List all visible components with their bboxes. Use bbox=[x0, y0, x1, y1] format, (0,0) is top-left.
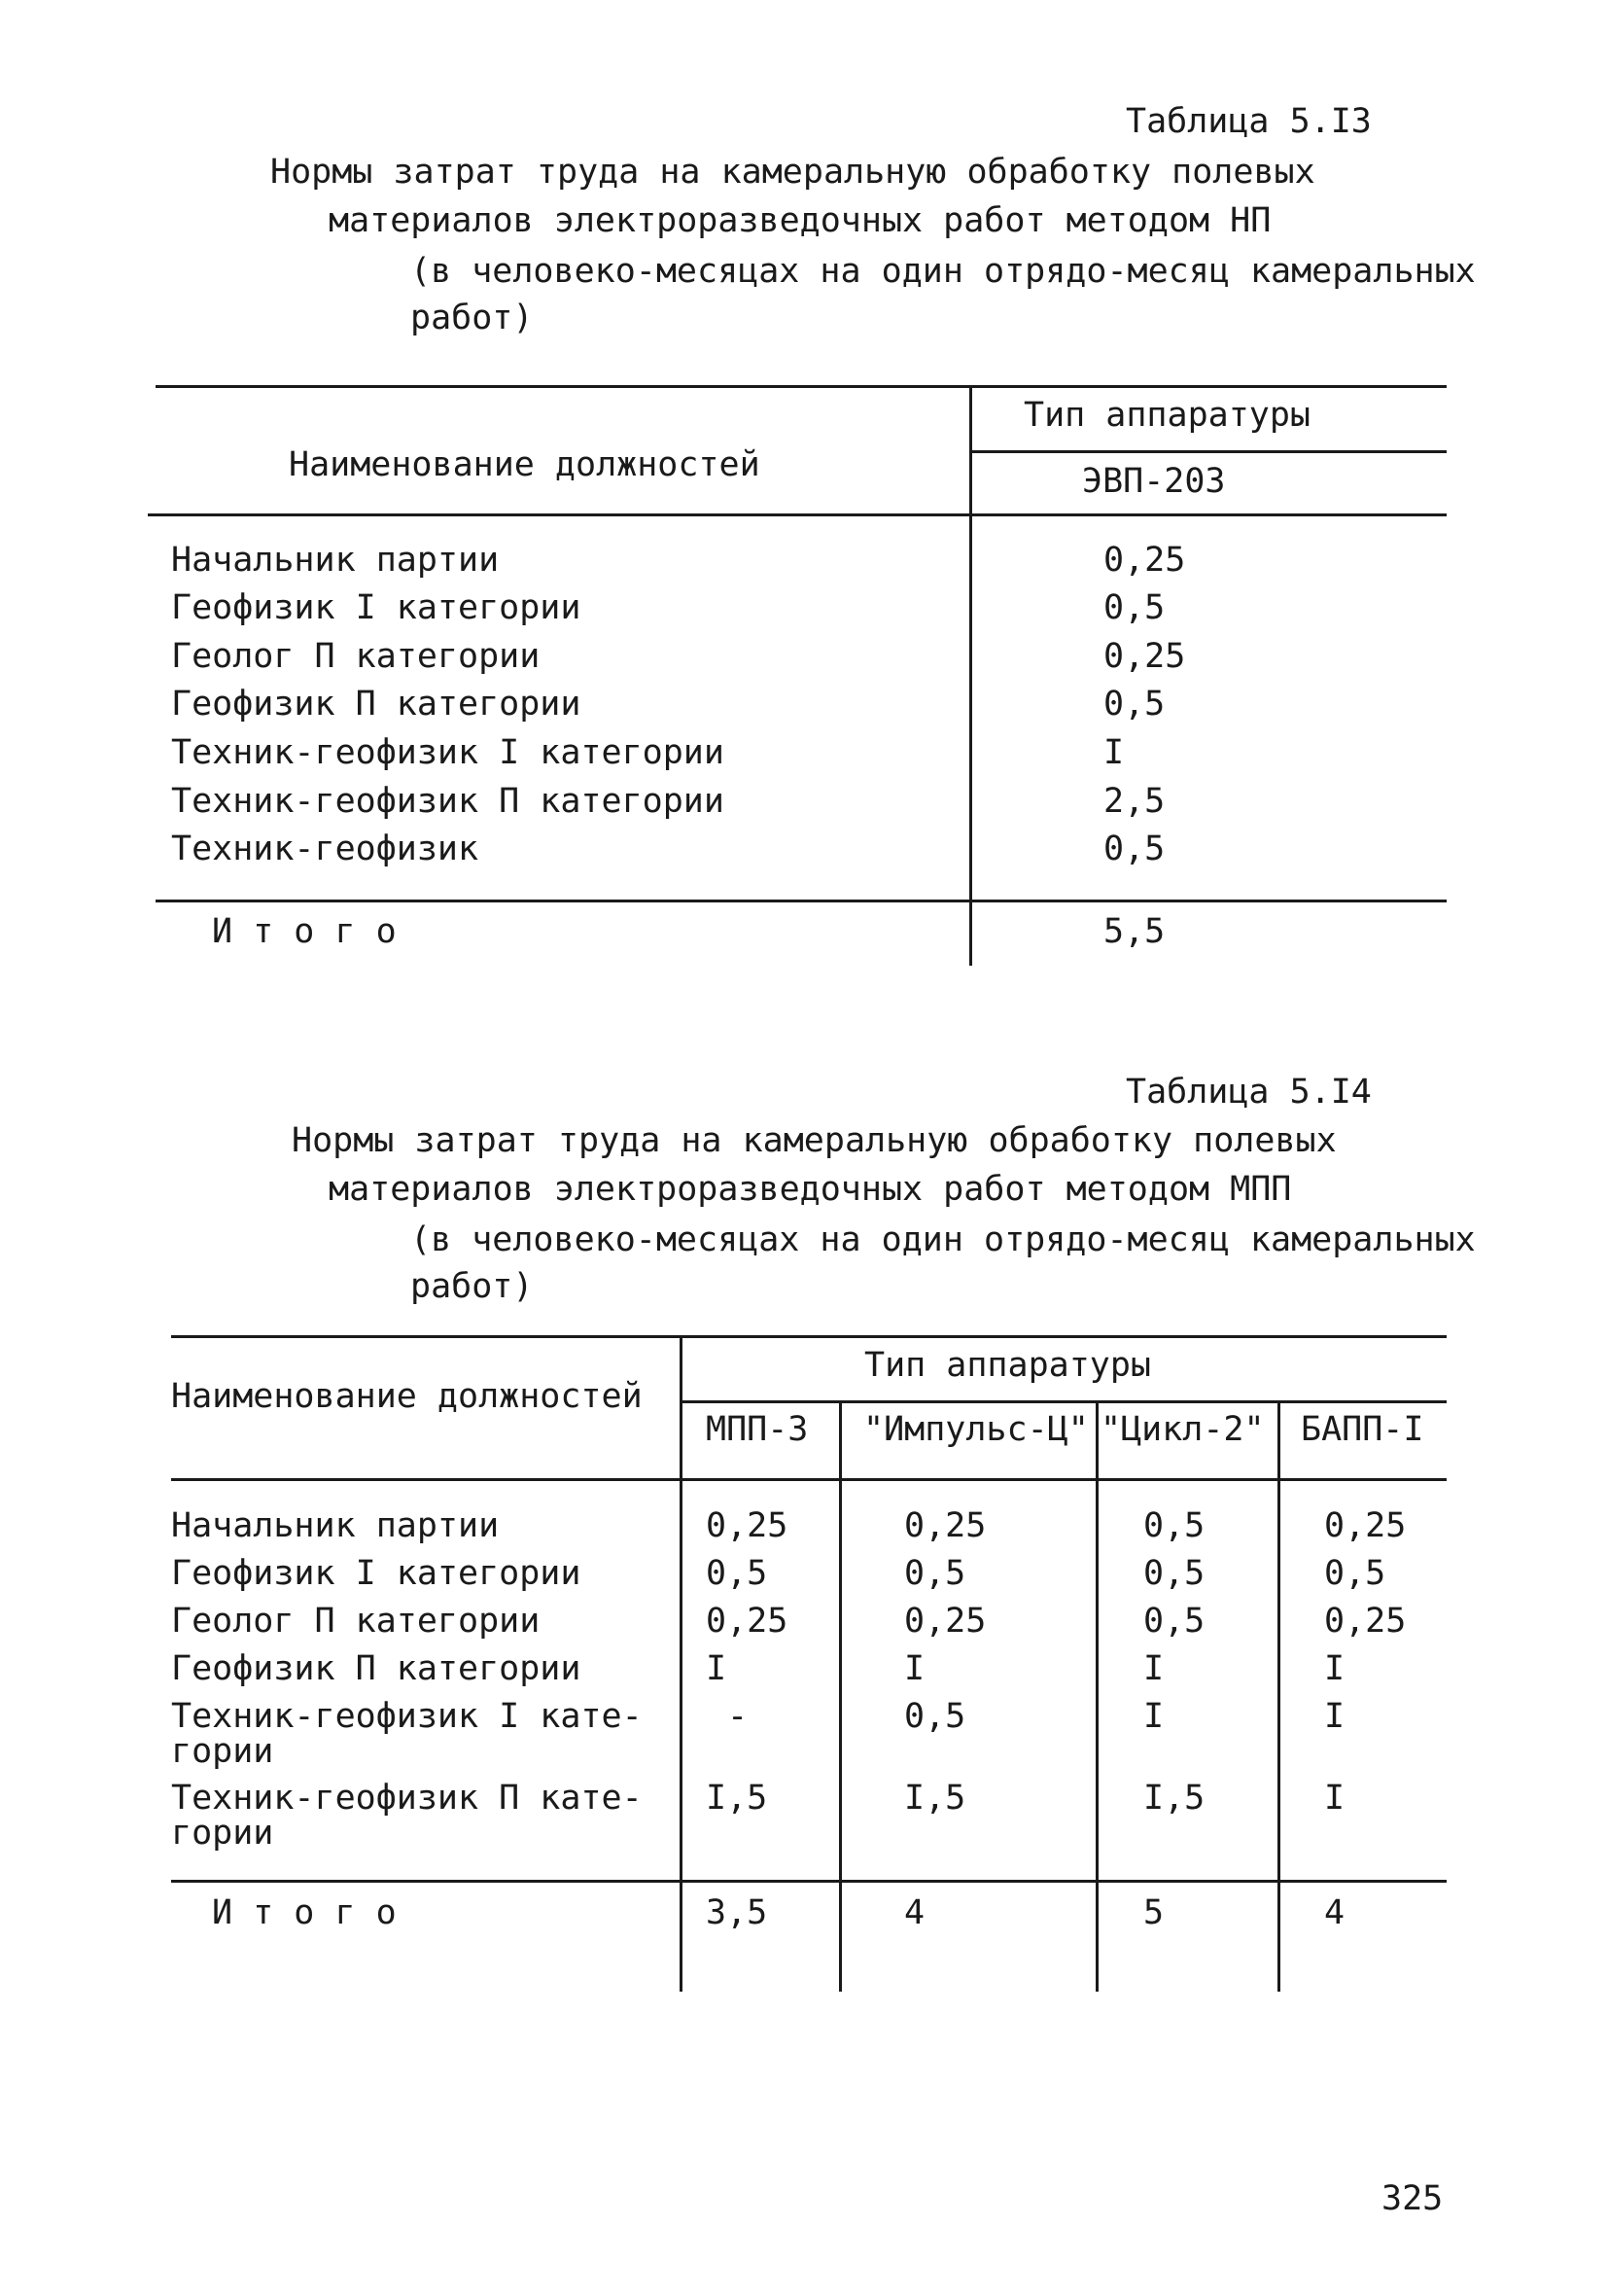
table2-cell: I,5 bbox=[706, 1779, 768, 1818]
table1-row-name: Геофизик I категории bbox=[171, 588, 581, 627]
table2-column-divider bbox=[1277, 1400, 1280, 1992]
table1-col-device: ЭВП-203 bbox=[1082, 462, 1226, 501]
table2-cell: I bbox=[1143, 1697, 1165, 1736]
table2-header-sub-rule bbox=[680, 1400, 1447, 1403]
table2-cell: 0,25 bbox=[904, 1602, 987, 1641]
table1-total-label: И т о г о bbox=[212, 912, 397, 951]
table1-title-line1: Нормы затрат труда на камеральную обработку полевых bbox=[270, 153, 1315, 192]
table2-col-device: МПП-3 bbox=[706, 1410, 809, 1449]
table2-column-divider bbox=[1096, 1400, 1099, 1992]
table2-cell: I bbox=[1324, 1649, 1346, 1688]
table2-top-rule bbox=[171, 1335, 1447, 1338]
table2-cell: I bbox=[1143, 1649, 1165, 1688]
table2-total-cell: 4 bbox=[904, 1893, 926, 1932]
table2-col-name-header: Наименование должностей bbox=[171, 1377, 643, 1416]
table1-header-rule bbox=[148, 513, 1447, 516]
table2-title-line2: материалов электроразведочных работ методом МПП bbox=[329, 1170, 1292, 1209]
table1-row-value: I bbox=[1103, 733, 1125, 772]
table2-cell: 0,5 bbox=[1143, 1554, 1206, 1593]
table2-header-rule bbox=[171, 1478, 1447, 1481]
table1-total-rule bbox=[156, 900, 1447, 902]
page-number: 325 bbox=[1381, 2179, 1444, 2218]
table2-cell: I bbox=[1324, 1779, 1346, 1818]
table2-total-rule bbox=[171, 1880, 1447, 1883]
table2-total-cell: 3,5 bbox=[706, 1893, 768, 1932]
table1-row-value: 2,5 bbox=[1103, 782, 1166, 821]
table2-cell: 0,25 bbox=[706, 1506, 788, 1545]
table2-row-name-cont: гории bbox=[171, 1732, 274, 1771]
table2-cell: I,5 bbox=[904, 1779, 966, 1818]
table2-cell: 0,5 bbox=[1143, 1602, 1206, 1641]
table2-cell: 0,25 bbox=[706, 1602, 788, 1641]
table2-row-name: Начальник партии bbox=[171, 1506, 500, 1545]
table2-cell: 0,5 bbox=[1143, 1506, 1206, 1545]
table2-row-name: Геофизик П категории bbox=[171, 1649, 581, 1688]
table1-row-name: Начальник партии bbox=[171, 541, 500, 580]
table1-units-line2: работ) bbox=[410, 299, 534, 337]
table1-row-name: Техник-геофизик I категории bbox=[171, 733, 724, 772]
table2-cell: - bbox=[727, 1697, 749, 1736]
table2-units-line2: работ) bbox=[410, 1267, 534, 1306]
table2-row-name: Техник-геофизик П кате- bbox=[171, 1779, 643, 1818]
table2-cell: 0,5 bbox=[706, 1554, 768, 1593]
table1-row-name: Геолог П категории bbox=[171, 637, 541, 676]
table1-row-value: 0,5 bbox=[1103, 685, 1166, 724]
table1-title-line2: материалов электроразведочных работ методом НП bbox=[329, 201, 1272, 240]
table2-cell: I bbox=[904, 1649, 926, 1688]
table2-cell: 0,25 bbox=[1324, 1602, 1407, 1641]
table1-col-name-header: Наименование должностей bbox=[289, 445, 760, 484]
table1-row-value: 0,25 bbox=[1103, 637, 1186, 676]
table1-row-name: Техник-геофизик bbox=[171, 830, 479, 868]
table2-cell: I bbox=[1324, 1697, 1346, 1736]
table2-label: Таблица 5.I4 bbox=[1126, 1073, 1372, 1112]
table2-total-cell: 4 bbox=[1324, 1893, 1346, 1932]
table2-total-label: И т о г о bbox=[212, 1893, 397, 1932]
table1-row-name: Геофизик П категории bbox=[171, 685, 581, 724]
table1-total-value: 5,5 bbox=[1103, 912, 1166, 951]
table2-total-cell: 5 bbox=[1143, 1893, 1165, 1932]
table2-cell: 0,5 bbox=[904, 1554, 966, 1593]
table1-row-value: 0,5 bbox=[1103, 830, 1166, 868]
table2-column-divider bbox=[839, 1400, 842, 1992]
table2-cell: 0,25 bbox=[904, 1506, 987, 1545]
table2-cell: I bbox=[706, 1649, 727, 1688]
table2-cell: 0,5 bbox=[904, 1697, 966, 1736]
table1-column-divider bbox=[969, 385, 972, 966]
table2-col-device: "Цикл-2" bbox=[1101, 1410, 1265, 1449]
table1-label: Таблица 5.I3 bbox=[1126, 102, 1372, 141]
table1-row-name: Техник-геофизик П категории bbox=[171, 782, 724, 821]
table2-cell: 0,5 bbox=[1324, 1554, 1386, 1593]
table2-col-device: БАПП-I bbox=[1301, 1410, 1424, 1449]
table2-units-line1: (в человеко-месяцах на один отрядо-месяц камеральных bbox=[410, 1220, 1476, 1259]
table2-cell: I,5 bbox=[1143, 1779, 1206, 1818]
table1-row-value: 0,25 bbox=[1103, 541, 1186, 580]
table2-col-group-header: Тип аппаратуры bbox=[864, 1346, 1152, 1385]
table2-row-name: Геофизик I категории bbox=[171, 1554, 581, 1593]
table2-row-name-cont: гории bbox=[171, 1814, 274, 1853]
table1-col-group-header: Тип аппаратуры bbox=[1024, 396, 1311, 435]
table2-cell: 0,25 bbox=[1324, 1506, 1407, 1545]
table2-row-name: Техник-геофизик I кате- bbox=[171, 1697, 643, 1736]
table1-top-rule bbox=[156, 385, 1447, 388]
table2-col-device: "Импульс-Ц" bbox=[863, 1410, 1089, 1449]
table1-header-sub-rule bbox=[969, 450, 1447, 453]
table1-units-line1: (в человеко-месяцах на один отрядо-месяц камеральных bbox=[410, 252, 1476, 291]
table2-title-line1: Нормы затрат труда на камеральную обработку полевых bbox=[292, 1121, 1337, 1160]
table2-column-divider bbox=[680, 1335, 682, 1992]
table1-row-value: 0,5 bbox=[1103, 588, 1166, 627]
table2-row-name: Геолог П категории bbox=[171, 1602, 541, 1641]
